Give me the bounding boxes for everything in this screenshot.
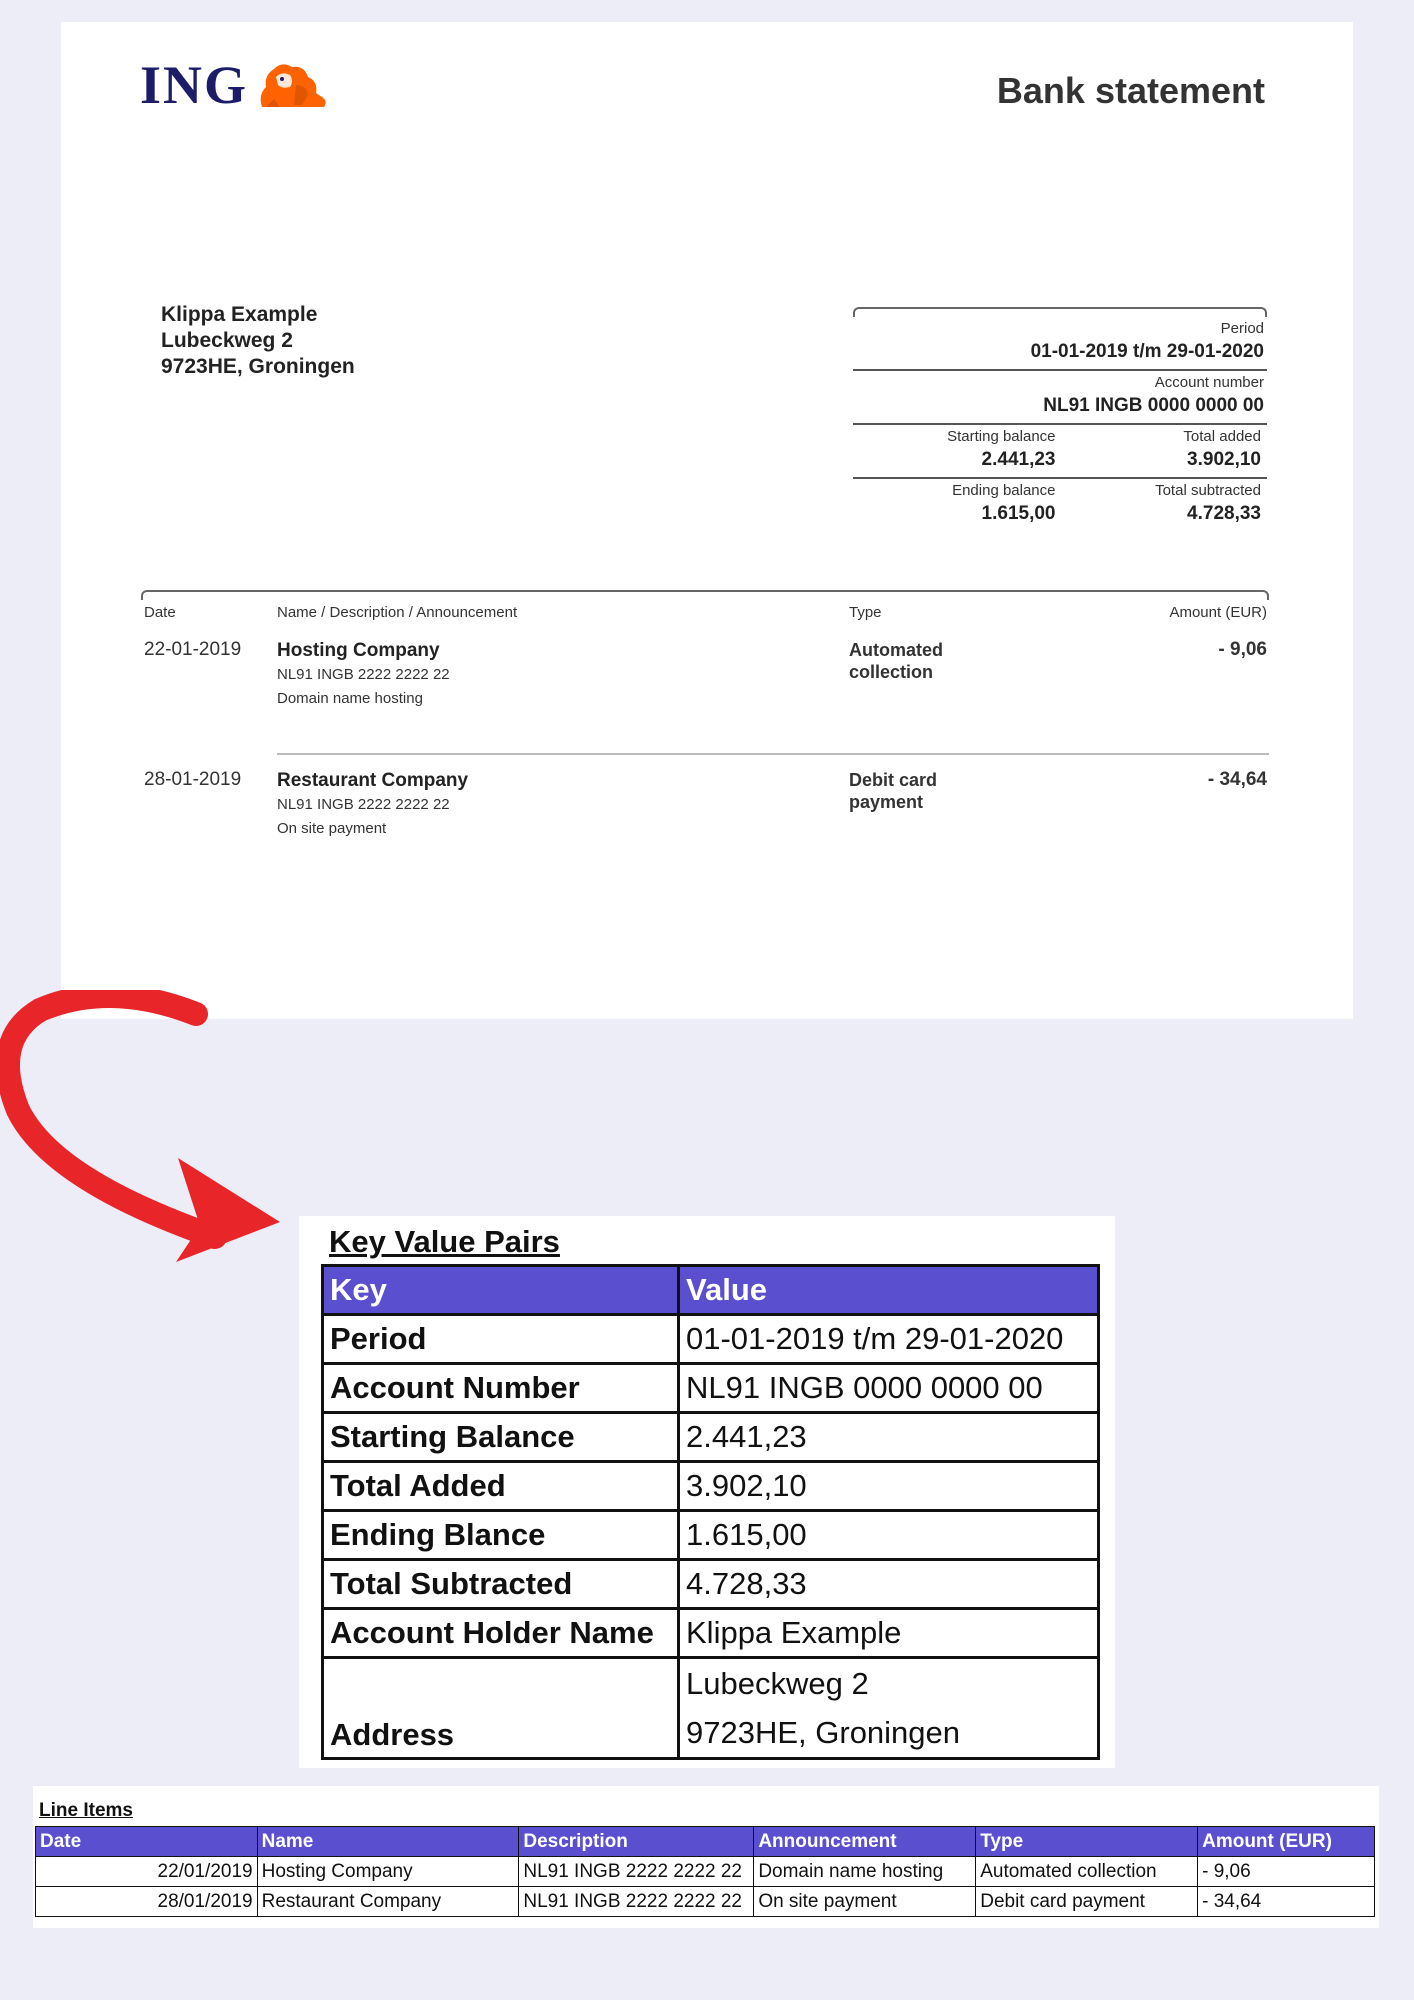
tx-announcement: On site payment	[277, 820, 387, 837]
account-holder-block	[161, 302, 355, 380]
li-name: Restaurant Company	[257, 1887, 519, 1917]
li-description: NL91 INGB 2222 2222 22	[519, 1887, 754, 1917]
account-number-label: Account number	[1154, 374, 1264, 391]
tx-description: NL91 INGB 2222 2222 22	[277, 666, 450, 683]
table-row	[141, 755, 1269, 841]
tx-details	[277, 639, 849, 711]
tx-amount: - 9,06	[1218, 639, 1267, 660]
li-announcement: Domain name hosting	[754, 1857, 976, 1887]
li-header-announcement: Announcement	[754, 1827, 976, 1857]
li-description: NL91 INGB 2222 2222 22	[519, 1857, 754, 1887]
kv-value: 01-01-2019 t/m 29-01-2020	[679, 1315, 1099, 1364]
header-date: Date	[144, 604, 176, 621]
kv-value: Klippa Example	[679, 1609, 1099, 1658]
address-line2: 9723HE, Groningen	[686, 1715, 961, 1750]
header-name: Name / Description / Announcement	[277, 604, 518, 621]
key-value-table	[321, 1264, 1100, 1760]
line-items-header-row	[36, 1827, 1375, 1857]
tx-type-line1: Debit card	[849, 770, 938, 790]
table-row	[323, 1413, 1099, 1462]
table-row	[323, 1560, 1099, 1609]
table-row	[36, 1887, 1375, 1917]
tx-details	[277, 769, 849, 841]
holder-street: Lubeckweg 2	[161, 329, 293, 352]
tx-date: 22-01-2019	[144, 639, 242, 660]
li-name: Hosting Company	[257, 1857, 519, 1887]
kv-key: Account Holder Name	[323, 1609, 679, 1658]
kv-value: 2.441,23	[679, 1413, 1099, 1462]
kv-key-address: Address	[323, 1658, 679, 1759]
tx-announcement: Domain name hosting	[277, 690, 423, 707]
li-header-type: Type	[976, 1827, 1198, 1857]
account-summary	[853, 307, 1267, 531]
li-date: 22/01/2019	[36, 1857, 258, 1887]
tx-description: NL91 INGB 2222 2222 22	[277, 796, 450, 813]
kv-value: 4.728,33	[679, 1560, 1099, 1609]
tx-type-line2: collection	[849, 662, 934, 682]
account-number-value: NL91 INGB 0000 0000 00	[1043, 395, 1264, 416]
total-subtracted-value: 4.728,33	[1187, 503, 1261, 524]
li-header-date: Date	[36, 1827, 258, 1857]
kv-key: Ending Blance	[323, 1511, 679, 1560]
starting-balance-label: Starting balance	[947, 428, 1056, 445]
tx-type-line2: payment	[849, 792, 924, 812]
total-subtracted-label: Total subtracted	[1155, 482, 1261, 499]
li-header-amount: Amount (EUR)	[1198, 1827, 1375, 1857]
li-header-description: Description	[519, 1827, 754, 1857]
table-row	[323, 1609, 1099, 1658]
tx-type	[849, 769, 1119, 841]
transactions-table	[141, 590, 1269, 841]
starting-balance-value: 2.441,23	[981, 449, 1056, 470]
logo-text: ING	[140, 55, 249, 115]
header-amount: Amount (EUR)	[1169, 604, 1267, 621]
table-row	[141, 625, 1269, 711]
header-type: Type	[849, 604, 882, 621]
kv-key: Account Number	[323, 1364, 679, 1413]
key-value-panel	[299, 1216, 1115, 1768]
ing-logo	[140, 54, 332, 116]
red-curved-arrow-icon	[0, 990, 300, 1280]
value-header: Value	[679, 1266, 1099, 1315]
kv-value-address	[679, 1658, 1099, 1759]
table-row	[36, 1857, 1375, 1887]
balance-row-1	[853, 425, 1267, 479]
document-title: Bank statement	[996, 70, 1265, 111]
li-announcement: On site payment	[754, 1887, 976, 1917]
ing-lion-icon	[252, 55, 332, 115]
line-items-table	[35, 1826, 1375, 1917]
holder-name: Klippa Example	[161, 303, 318, 326]
kv-value: NL91 INGB 0000 0000 00	[679, 1364, 1099, 1413]
li-type: Debit card payment	[976, 1887, 1198, 1917]
tx-amount: - 34,64	[1207, 769, 1267, 790]
kv-key: Starting Balance	[323, 1413, 679, 1462]
table-row	[323, 1658, 1099, 1759]
table-row	[323, 1315, 1099, 1364]
li-header-name: Name	[257, 1827, 519, 1857]
total-added-label: Total added	[1183, 428, 1261, 445]
ending-balance	[853, 481, 1059, 527]
transactions-header	[141, 600, 1269, 625]
key-value-header-row	[323, 1266, 1099, 1315]
li-type: Automated collection	[976, 1857, 1198, 1887]
line-items-panel	[33, 1786, 1379, 1928]
table-row	[323, 1462, 1099, 1511]
ending-balance-value: 1.615,00	[981, 503, 1056, 524]
line-items-title: Line Items	[39, 1800, 133, 1821]
kv-key: Total Added	[323, 1462, 679, 1511]
transactions-frame-top	[141, 590, 1269, 600]
kv-value: 1.615,00	[679, 1511, 1099, 1560]
table-row	[323, 1511, 1099, 1560]
key-header: Key	[323, 1266, 679, 1315]
table-row	[323, 1364, 1099, 1413]
key-value-title: Key Value Pairs	[329, 1224, 560, 1259]
tx-date: 28-01-2019	[144, 769, 242, 790]
bank-statement-document	[61, 22, 1353, 1019]
balance-row-2	[853, 479, 1267, 531]
li-amount: - 34,64	[1198, 1887, 1375, 1917]
tx-name: Restaurant Company	[277, 770, 469, 791]
kv-value: 3.902,10	[679, 1462, 1099, 1511]
li-amount: - 9,06	[1198, 1857, 1375, 1887]
total-added-value: 3.902,10	[1187, 449, 1261, 470]
period-value: 01-01-2019 t/m 29-01-2020	[1030, 341, 1264, 362]
period-label: Period	[1220, 320, 1264, 337]
ending-balance-label: Ending balance	[952, 482, 1056, 499]
tx-type	[849, 639, 1119, 711]
total-added	[1059, 427, 1265, 473]
tx-type-line1: Automated	[849, 640, 943, 660]
starting-balance	[853, 427, 1059, 473]
summary-frame-top	[853, 307, 1267, 317]
kv-key: Period	[323, 1315, 679, 1364]
account-number-row	[853, 371, 1267, 425]
holder-city: 9723HE, Groningen	[161, 355, 355, 378]
tx-name: Hosting Company	[277, 640, 440, 661]
li-date: 28/01/2019	[36, 1887, 258, 1917]
total-subtracted	[1059, 481, 1265, 527]
kv-key: Total Subtracted	[323, 1560, 679, 1609]
period-row	[853, 317, 1267, 371]
address-line1: Lubeckweg 2	[686, 1666, 869, 1701]
